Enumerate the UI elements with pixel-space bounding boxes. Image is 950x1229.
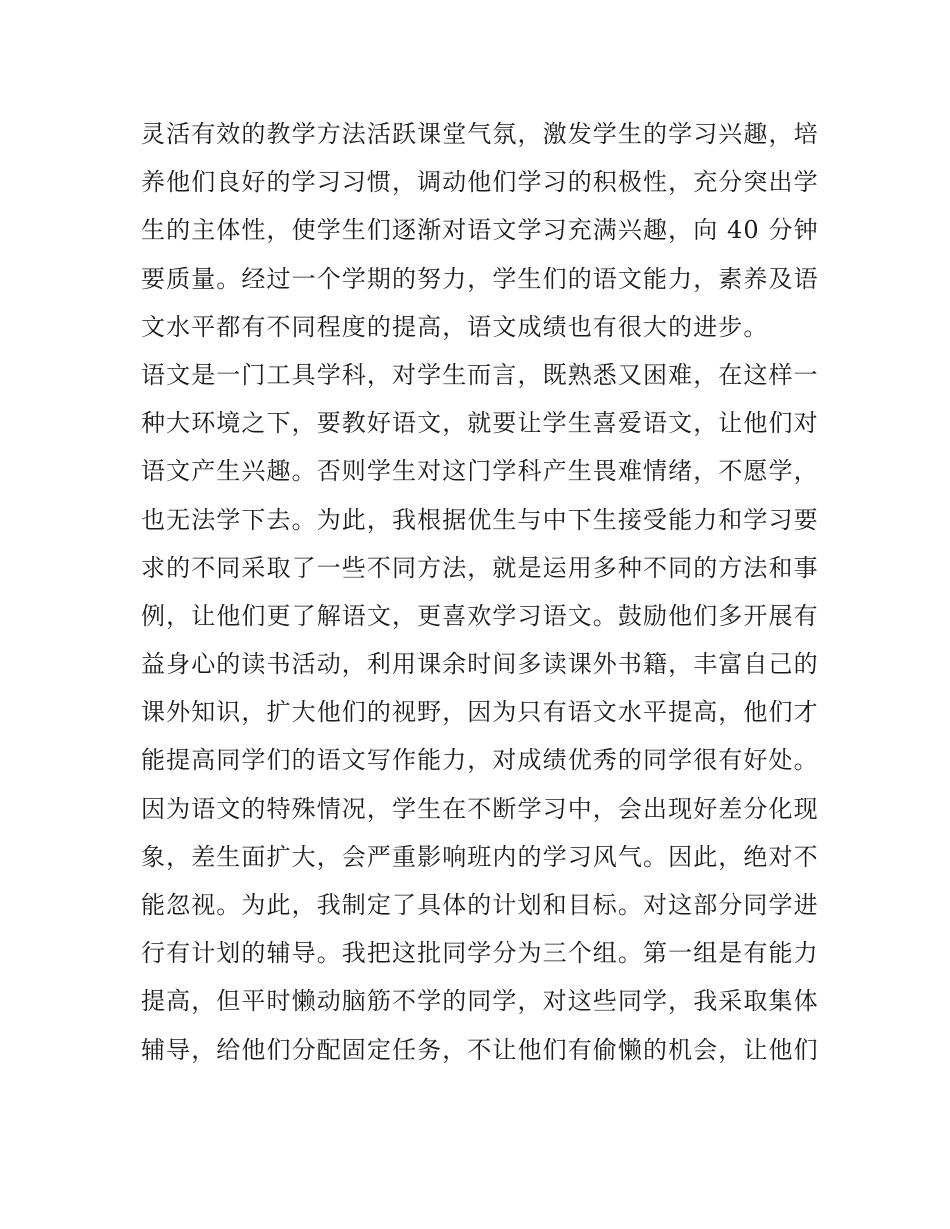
text-line: 能忽视。为此，我制定了具体的计划和目标。对这部分同学进 — [141, 891, 819, 919]
text-line: 语文是一门工具学科，对学生而言，既熟悉又困难，在这样一 — [141, 360, 819, 389]
text-line: 文水平都有不同程度的提高，语文成绩也有很大的进步。 — [141, 312, 769, 341]
text-line: 益身心的读书活动，利用课余时间多读课外书籍，丰富自己的 — [141, 650, 819, 679]
text-line: 语文产生兴趣。否则学生对这门学科产生畏难情绪，不愿学， — [141, 457, 819, 486]
body-text — [141, 110, 819, 1074]
text-line: 生的主体性，使学生们逐渐对语文学习充满兴趣，向 40 分钟 — [141, 216, 819, 245]
text-line: 也无法学下去。为此，我根据优生与中下生接受能力和学习要 — [141, 505, 819, 534]
text-line: 养他们良好的学习习惯，调动他们学习的积极性，充分突出学 — [141, 168, 819, 197]
text-line: 要质量。经过一个学期的努力，学生们的语文能力，素养及语 — [141, 264, 819, 293]
text-line: 辅导，给他们分配固定任务，不让他们有偷懒的机会，让他们 — [141, 1035, 819, 1064]
text-line: 提高，但平时懒动脑筋不学的同学，对这些同学，我采取集体 — [141, 987, 819, 1016]
text-line: 求的不同采取了一些不同方法，就是运用多种不同的方法和事 — [141, 553, 819, 582]
text-line: 因为语文的特殊情况，学生在不断学习中，会出现好差分化现 — [141, 794, 819, 823]
text-line: 课外知识，扩大他们的视野，因为只有语文水平提高，他们才 — [141, 698, 819, 727]
text-line: 能提高同学们的语文写作能力，对成绩优秀的同学很有好处。 — [141, 746, 819, 775]
text-line: 行有计划的辅导。我把这批同学分为三个组。第一组是有能力 — [141, 939, 819, 968]
text-line: 种大环境之下，要教好语文，就要让学生喜爱语文，让他们对 — [141, 409, 819, 438]
text-line: 灵活有效的教学方法活跃课堂气氛，激发学生的学习兴趣，培 — [141, 120, 819, 148]
text-line: 象，差生面扩大，会严重影响班内的学习风气。因此，绝对不 — [141, 842, 819, 871]
text-line: 例，让他们更了解语文，更喜欢学习语文。鼓励他们多开展有 — [141, 601, 819, 630]
